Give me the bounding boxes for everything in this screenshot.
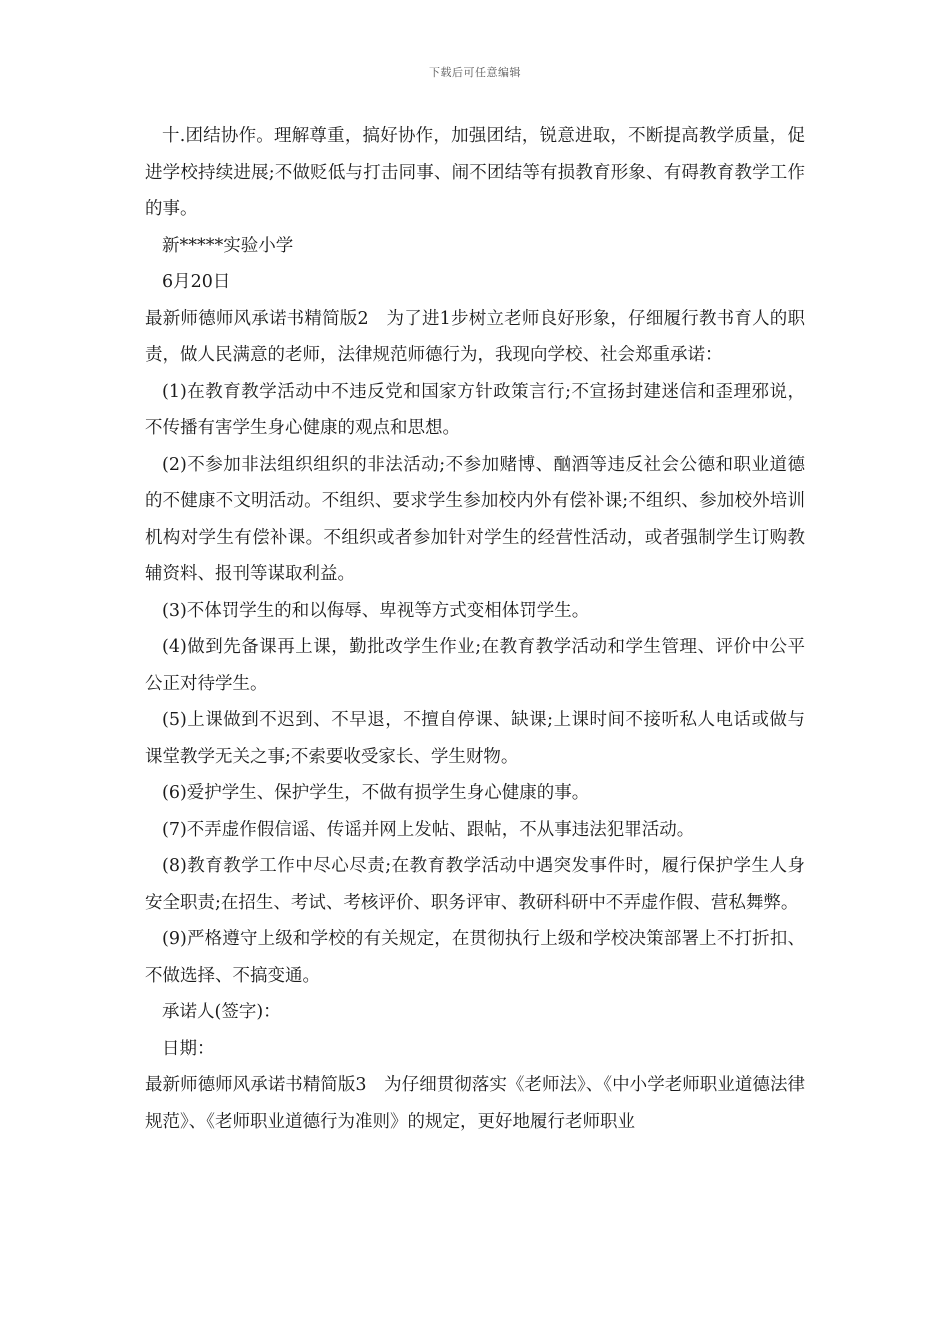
page-header-note: 下载后可任意编辑	[429, 66, 521, 79]
pledge-item-5: (5)上课做到不迟到、不早退，不擅自停课、缺课;上课时间不接听私人电话或做与课堂教学无关之事;不索要收受家长、学生财物。	[145, 710, 805, 767]
date-field: 日期：	[162, 1038, 215, 1059]
pledge-item-2: (2)不参加非法组织组织的非法活动;不参加赌博、酗酒等违反社会公德和职业道德的不健康不文明活动。不组织、要求学生参加校内外有偿补课;不组织、参加校外培训机构对学生有偿补课。不组织或者参加针对学生的经营性活动，或者强制学生订购教辅资料、报刊等谋取利益。	[145, 454, 805, 584]
date-line: 6月20日	[162, 272, 231, 292]
pledge-item-3: (3)不体罚学生的和以侮辱、卑视等方式变相体罚学生。	[162, 600, 590, 621]
paragraph-unity-cooperation: 十.团结协作。理解尊重，搞好协作，加强团结，锐意进取，不断提高教学质量，促进学校持续进展;不做贬低与打击同事、闹不团结等有损教育形象、有碍教育教学工作的事。	[145, 126, 805, 219]
pledge-item-6: (6)爱护学生、保护学生，不做有损学生身心健康的事。	[162, 783, 590, 803]
signature-line: 承诺人(签字)：	[162, 1002, 281, 1022]
pledge-item-7: (7)不弄虚作假信谣、传谣并网上发帖、跟帖，不从事违法犯罪活动。	[162, 819, 695, 840]
section-heading-version-2: 最新师德师风承诺书精简版2 为了进1步树立老师良好形象，仔细履行教书育人的职责，做人民满意的老师，法律规范师德行为，我现向学校、社会郑重承诺：	[145, 308, 805, 365]
section-heading-version-3: 最新师德师风承诺书精简版3 为仔细贯彻落实《老师法》、《中小学老师职业道德法律规范》、《老师职业道德行为准则》的规定，更好地履行老师职业	[145, 1075, 805, 1132]
school-name: 新*****实验小学	[162, 235, 294, 256]
pledge-item-4: (4)做到先备课再上课，勤批改学生作业;在教育教学活动和学生管理、评价中公平公正对待学生。	[145, 637, 805, 694]
document-body	[145, 118, 805, 1140]
pledge-item-1: (1)在教育教学活动中不违反党和国家方针政策言行;不宣扬封建迷信和歪理邪说，不传播有害学生身心健康的观点和思想。	[145, 381, 805, 438]
pledge-item-9: (9)严格遵守上级和学校的有关规定，在贯彻执行上级和学校决策部署上不打折扣、不做选择、不搞变通。	[145, 929, 805, 986]
pledge-item-8: (8)教育教学工作中尽心尽责;在教育教学活动中遇突发事件时，履行保护学生人身安全职责;在招生、考试、考核评价、职务评审、教研科研中不弄虚作假、营私舞弊。	[145, 856, 805, 913]
